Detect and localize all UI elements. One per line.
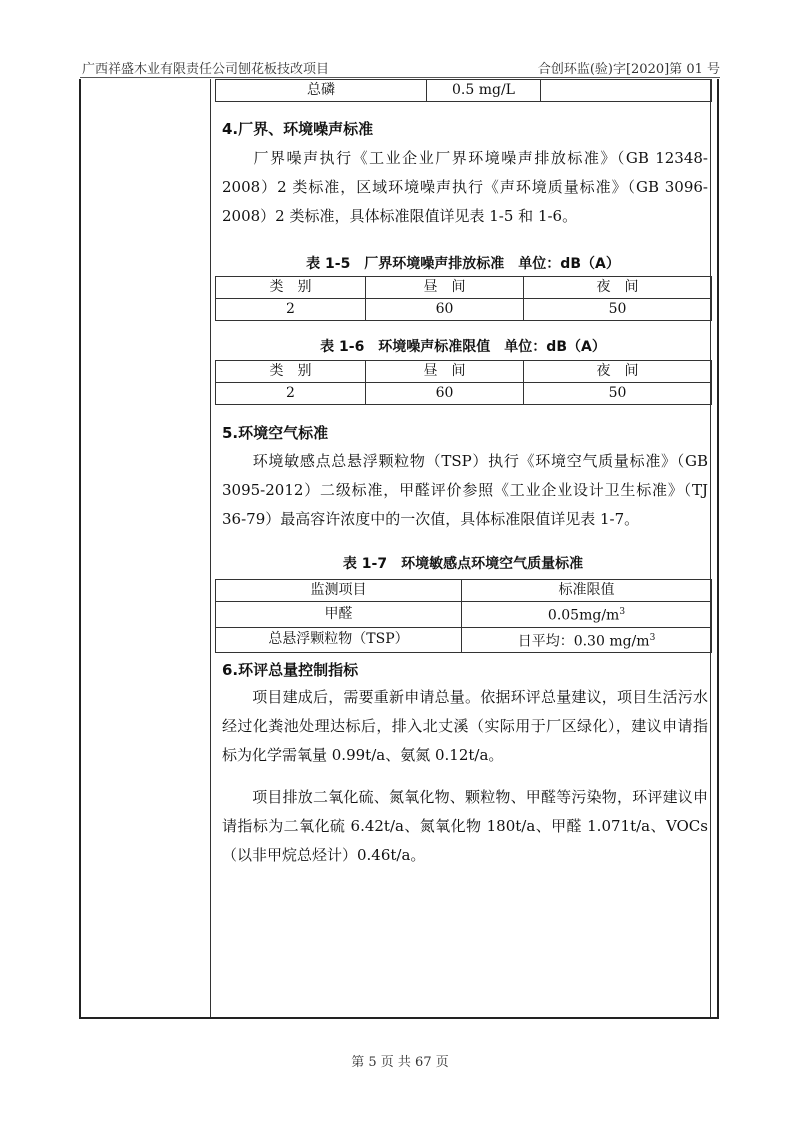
table-cell <box>462 602 712 628</box>
table-header-cell: 监测项目 <box>216 580 462 602</box>
table-row <box>216 299 712 321</box>
table-cell: 50 <box>524 383 712 405</box>
table-row <box>216 602 712 628</box>
table-header-row <box>216 361 712 383</box>
page-header <box>82 58 720 76</box>
left-column-divider <box>210 79 211 1017</box>
table-row <box>216 383 712 405</box>
table-header-cell: 标准限值 <box>462 580 712 602</box>
table-cell: 60 <box>366 299 524 321</box>
table-row <box>216 80 712 102</box>
section-6-paragraph-1 <box>222 683 708 770</box>
table-header-cell: 昼 间 <box>366 277 524 299</box>
section-5-title: 5.环境空气标准 <box>222 424 329 442</box>
section-4-paragraph <box>222 144 708 231</box>
table-1-6-caption: 表 1-6 环境噪声标准限值 单位：dB（A） <box>320 339 606 355</box>
table-header-cell: 昼 间 <box>366 361 524 383</box>
table-1-7 <box>215 579 712 653</box>
table-1-6 <box>215 360 712 405</box>
section-4-text: 厂界噪声执行《工业企业厂界环境噪声排放标准》（GB 12348-2008）2 类标准，区域环境噪声执行《声环境质量标准》（GB 3096-2008）2 类标准，具体标准限值详见表 1-5 和 1-6。 <box>222 149 708 225</box>
table-cell: 0.5 mg/L <box>427 80 541 102</box>
table-header-row <box>216 580 712 602</box>
pollutant-table-tail <box>215 79 712 102</box>
table-1-5-caption: 表 1-5 厂界环境噪声排放标准 单位：dB（A） <box>306 256 620 272</box>
section-5-paragraph <box>222 447 708 534</box>
table-header-row <box>216 277 712 299</box>
table-header-cell: 夜 间 <box>524 277 712 299</box>
header-doc-number: 合创环监(验)字[2020]第 01 号 <box>537 62 720 77</box>
page-footer: 第 5 页 共 67 页 <box>351 1055 449 1070</box>
superscript: 3 <box>619 607 626 617</box>
table-row <box>216 627 712 653</box>
section-6-text-1: 项目建成后，需要重新申请总量。依据环评总量建议，项目生活污水经过化粪池处理达标后，排入北丈溪（实际用于厂区绿化），建议申请指标为化学需氧量 0.99t/a、氨氮 0.12t/a。 <box>222 688 708 764</box>
table-cell: 2 <box>216 383 366 405</box>
table-cell: 2 <box>216 299 366 321</box>
table-1-5 <box>215 276 712 321</box>
section-4-title: 4.厂界、环境噪声标准 <box>222 120 374 138</box>
table-header-cell: 类 别 <box>216 277 366 299</box>
table-cell: 60 <box>366 383 524 405</box>
section-6-title: 6.环评总量控制指标 <box>222 661 359 679</box>
section-6-text-2: 项目排放二氧化硫、氮氧化物、颗粒物、甲醛等污染物，环评建议申请指标为二氧化硫 6.42t/a、氮氧化物 180t/a、甲醛 1.071t/a、VOCs（以非甲烷总烃计）0.46t/a。 <box>222 788 708 864</box>
section-6-paragraph-2 <box>222 783 708 870</box>
value-text: 0.05mg/m <box>547 607 620 624</box>
table-cell <box>541 80 712 102</box>
table-header-cell: 类 别 <box>216 361 366 383</box>
section-5-text: 环境敏感点总悬浮颗粒物（TSP）执行《环境空气质量标准》（GB 3095-2012）二级标准，甲醛评价参照《工业企业设计卫生标准》（TJ 36-79）最高容许浓度中的一次值，具体标准限值详见表 1-7。 <box>222 452 708 528</box>
table-cell: 总悬浮颗粒物（TSP） <box>216 627 462 653</box>
table-1-7-caption: 表 1-7 环境敏感点环境空气质量标准 <box>342 556 584 572</box>
table-cell: 总磷 <box>216 80 427 102</box>
table-header-cell: 夜 间 <box>524 361 712 383</box>
table-cell: 50 <box>524 299 712 321</box>
table-cell <box>462 627 712 653</box>
table-cell: 甲醛 <box>216 602 462 628</box>
header-rule <box>80 77 720 78</box>
superscript: 3 <box>649 632 656 643</box>
header-project-name: 广西祥盛木业有限责任公司刨花板技改项目 <box>82 62 330 77</box>
right-column-divider <box>710 79 711 1017</box>
value-text: 日平均：0.30 mg/m <box>517 633 650 650</box>
